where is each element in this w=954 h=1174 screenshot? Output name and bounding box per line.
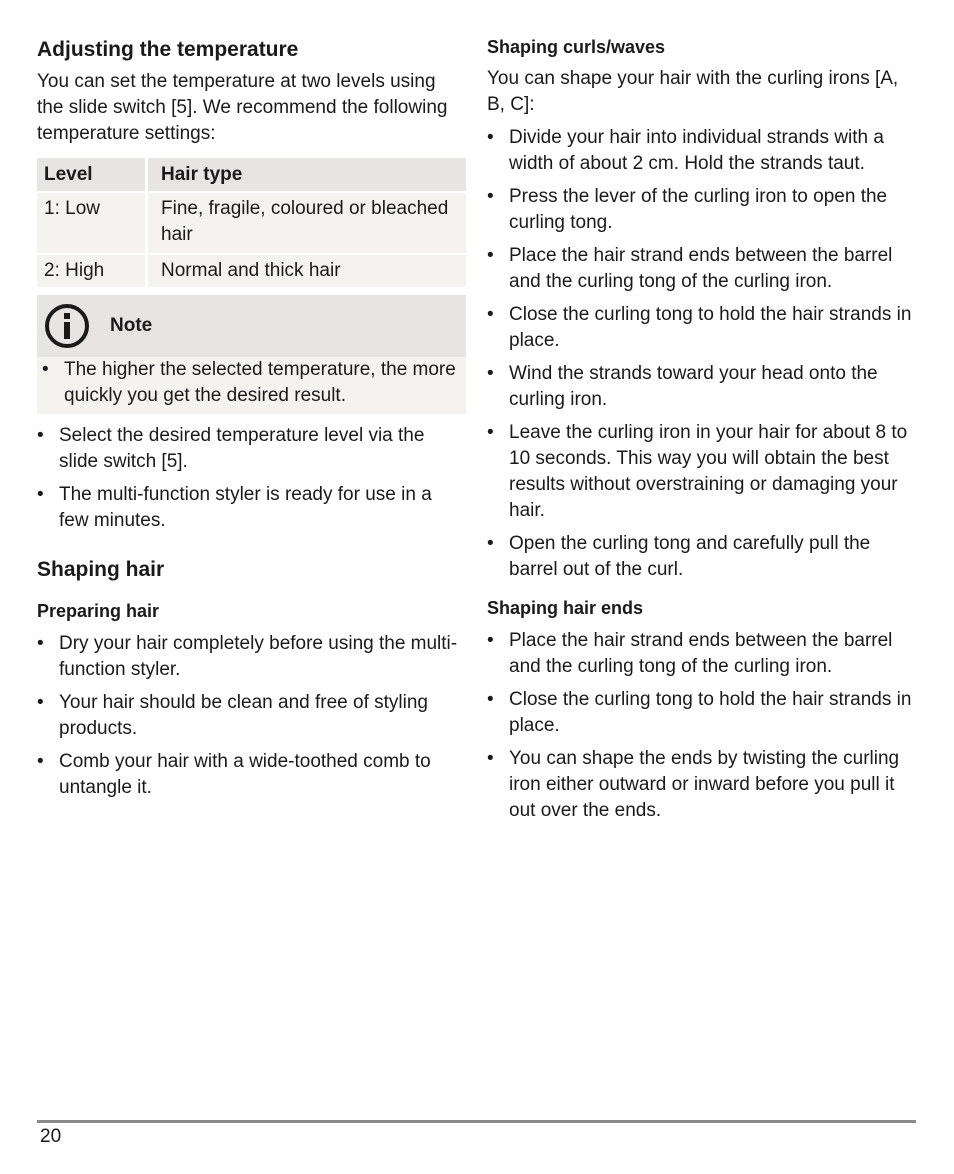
footer-divider [37, 1120, 916, 1123]
table-row [37, 191, 466, 253]
left-column [37, 36, 466, 808]
note-header [37, 295, 466, 357]
list-item: • Press the lever of the curling iron to open the curling tong. [487, 184, 919, 236]
hair-ends-heading: Shaping hair ends [487, 598, 644, 619]
temperature-heading: Adjusting the temperature [37, 38, 299, 61]
list-item: • Comb your hair with a wide-toothed comb to untangle it. [37, 749, 466, 801]
temperature-table [37, 158, 466, 287]
table-cell-level: 1: Low [37, 191, 145, 253]
list-item: • The multi-function styler is ready for use in a few minutes. [37, 482, 466, 534]
list-item: • You can shape the ends by twisting the curling iron either outward or inward before you pull it out over the ends. [487, 746, 919, 824]
list-item: • Open the curling tong and carefully pull the barrel out of the curl. [487, 531, 919, 583]
note-box [37, 295, 466, 414]
list-item: • Select the desired temperature level via the slide switch [5]. [37, 423, 466, 475]
table-header-row [37, 158, 466, 191]
info-icon [44, 303, 90, 349]
curls-bullets [487, 125, 919, 583]
list-item: • Place the hair strand ends between the barrel and the curling tong of the curling iron. [487, 243, 919, 295]
temperature-bullets [37, 423, 466, 534]
note-title: Note [110, 315, 153, 337]
list-item: • Divide your hair into individual strands with a width of about 2 cm. Hold the strands taut. [487, 125, 919, 177]
list-item: • Leave the curling iron in your hair for about 8 to 10 seconds. This way you will obtain the best results without overstraining or damaging your hair. [487, 420, 919, 524]
curls-intro: You can shape your hair with the curling irons [A, B, C]: [487, 68, 899, 116]
table-cell-hair-type: Normal and thick hair [145, 253, 466, 287]
table-row [37, 253, 466, 287]
right-column [487, 36, 919, 831]
list-item: • Close the curling tong to hold the hair strands in place. [487, 302, 919, 354]
note-body [37, 357, 466, 414]
table-header-level: Level [37, 158, 145, 191]
page-number: 20 [40, 1126, 62, 1147]
table-header-hair-type: Hair type [145, 158, 466, 191]
table-cell-level: 2: High [37, 253, 145, 287]
list-item: • Your hair should be clean and free of styling products. [37, 690, 466, 742]
note-item: • The higher the selected temperature, the more quickly you get the desired result. [42, 357, 458, 409]
list-item: • Dry your hair completely before using the multi-function styler. [37, 631, 466, 683]
table-cell-hair-type: Fine, fragile, coloured or bleached hair [145, 191, 466, 253]
temperature-intro: You can set the temperature at two levels using the slide switch [5]. We recommend the following temperature settings: [37, 71, 448, 145]
list-item: • Place the hair strand ends between the barrel and the curling tong of the curling iron. [487, 628, 919, 680]
list-item: • Wind the strands toward your head onto the curling iron. [487, 361, 919, 413]
shaping-hair-heading: Shaping hair [37, 558, 165, 582]
list-item: • Close the curling tong to hold the hair strands in place. [487, 687, 919, 739]
hair-ends-bullets [487, 628, 919, 824]
curls-heading: Shaping curls/waves [487, 37, 666, 57]
preparing-bullets [37, 631, 466, 801]
preparing-hair-heading: Preparing hair [37, 600, 160, 621]
